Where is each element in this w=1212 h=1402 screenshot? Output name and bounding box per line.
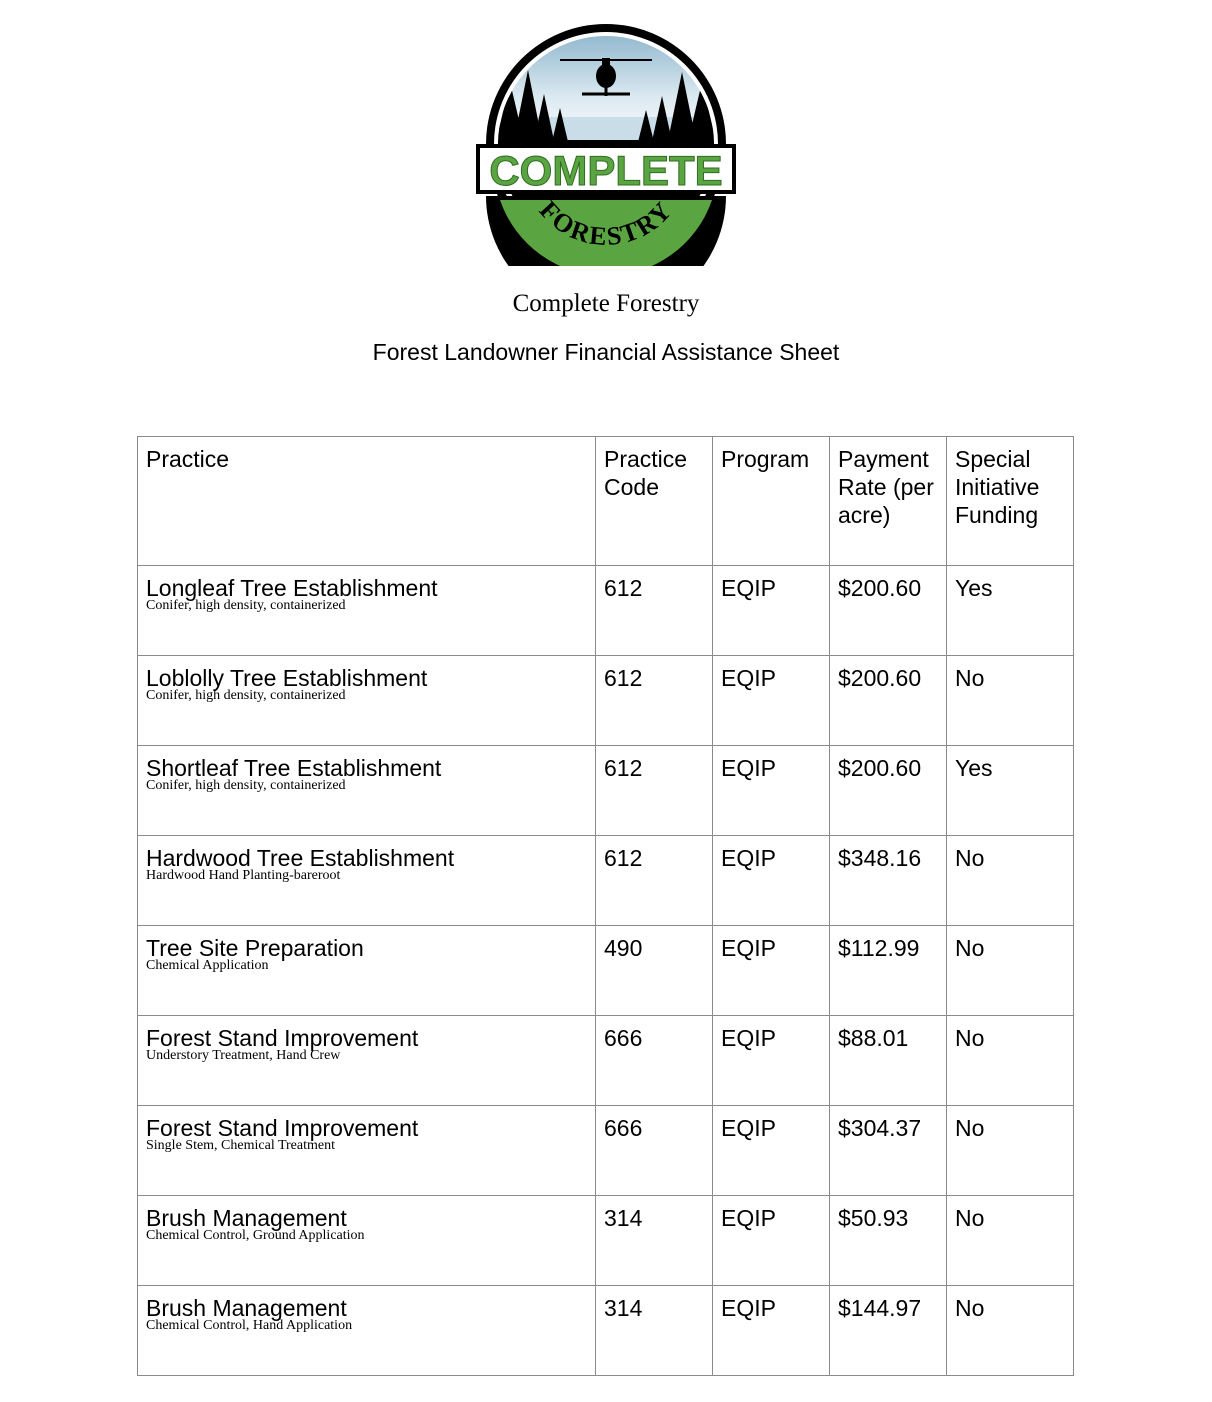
logo-top-text: COMPLETE xyxy=(489,147,723,194)
practice-detail: Single Stem, Chemical Treatment xyxy=(146,1138,335,1153)
practice-detail: Hardwood Hand Planting-bareroot xyxy=(146,868,341,883)
practices-table xyxy=(137,436,1074,1376)
table-row xyxy=(138,1106,1074,1196)
special-initiative-cell: No xyxy=(947,1106,1074,1196)
column-header-special-initiative: Special Initiative Funding xyxy=(947,437,1074,566)
practice-name: Forest Stand Improvement xyxy=(146,1115,419,1141)
program-cell: EQIP xyxy=(713,1286,830,1376)
practice-detail: Understory Treatment, Hand Crew xyxy=(146,1048,341,1063)
special-initiative-cell: No xyxy=(947,656,1074,746)
practice-cell xyxy=(138,1286,596,1376)
practice-detail: Conifer, high density, containerized xyxy=(146,778,346,793)
practice-code-cell: 612 xyxy=(596,656,713,746)
table-row xyxy=(138,566,1074,656)
payment-rate-cell: $200.60 xyxy=(830,566,947,656)
practice-code-cell: 666 xyxy=(596,1016,713,1106)
table-row xyxy=(138,1016,1074,1106)
complete-forestry-logo xyxy=(472,22,740,266)
payment-rate-cell: $88.01 xyxy=(830,1016,947,1106)
column-header-practice: Practice xyxy=(138,437,596,566)
program-cell: EQIP xyxy=(713,1016,830,1106)
payment-rate-cell: $304.37 xyxy=(830,1106,947,1196)
table-row xyxy=(138,836,1074,926)
special-initiative-cell: No xyxy=(947,1196,1074,1286)
practice-code-cell: 314 xyxy=(596,1286,713,1376)
practice-name: Hardwood Tree Establishment xyxy=(146,845,455,871)
practice-detail: Conifer, high density, containerized xyxy=(146,598,346,613)
program-cell: EQIP xyxy=(713,836,830,926)
practice-detail: Chemical Control, Ground Application xyxy=(146,1228,365,1243)
payment-rate-cell: $50.93 xyxy=(830,1196,947,1286)
table-row xyxy=(138,926,1074,1016)
practice-code-cell: 314 xyxy=(596,1196,713,1286)
program-cell: EQIP xyxy=(713,1106,830,1196)
practice-code-cell: 490 xyxy=(596,926,713,1016)
payment-rate-cell: $200.60 xyxy=(830,656,947,746)
practice-name: Longleaf Tree Establishment xyxy=(146,575,438,601)
payment-rate-cell: $144.97 xyxy=(830,1286,947,1376)
practice-cell xyxy=(138,1016,596,1106)
practice-code-cell: 612 xyxy=(596,746,713,836)
practice-name: Forest Stand Improvement xyxy=(146,1025,419,1051)
program-cell: EQIP xyxy=(713,746,830,836)
column-header-practice-code: Practice Code xyxy=(596,437,713,566)
practice-detail: Conifer, high density, containerized xyxy=(146,688,346,703)
special-initiative-cell: Yes xyxy=(947,746,1074,836)
practice-code-cell: 612 xyxy=(596,836,713,926)
table-row xyxy=(138,746,1074,836)
practice-code-cell: 612 xyxy=(596,566,713,656)
practice-name: Tree Site Preparation xyxy=(146,935,364,961)
practice-cell xyxy=(138,926,596,1016)
practice-cell xyxy=(138,746,596,836)
practice-cell xyxy=(138,656,596,746)
column-header-program: Program xyxy=(713,437,830,566)
table-row xyxy=(138,656,1074,746)
program-cell: EQIP xyxy=(713,656,830,746)
program-cell: EQIP xyxy=(713,566,830,656)
column-header-payment-rate: Payment Rate (per acre) xyxy=(830,437,947,566)
program-cell: EQIP xyxy=(713,1196,830,1286)
practice-detail: Chemical Application xyxy=(146,958,269,973)
practice-cell xyxy=(138,1196,596,1286)
special-initiative-cell: No xyxy=(947,836,1074,926)
payment-rate-cell: $348.16 xyxy=(830,836,947,926)
payment-rate-cell: $112.99 xyxy=(830,926,947,1016)
table-row xyxy=(138,1286,1074,1376)
document-title: Forest Landowner Financial Assistance Sheet xyxy=(372,339,840,365)
practice-name: Brush Management xyxy=(146,1295,347,1321)
header-row xyxy=(138,437,1074,566)
practice-detail: Chemical Control, Hand Application xyxy=(146,1318,353,1333)
practice-cell xyxy=(138,1106,596,1196)
table-row xyxy=(138,1196,1074,1286)
special-initiative-cell: Yes xyxy=(947,566,1074,656)
payment-rate-cell: $200.60 xyxy=(830,746,947,836)
practice-code-cell: 666 xyxy=(596,1106,713,1196)
organization-name: Complete Forestry xyxy=(512,290,700,317)
special-initiative-cell: No xyxy=(947,926,1074,1016)
logo-bottom-text: FORESTRY xyxy=(533,195,679,252)
practice-name: Loblolly Tree Establishment xyxy=(146,665,428,691)
program-cell: EQIP xyxy=(713,926,830,1016)
special-initiative-cell: No xyxy=(947,1016,1074,1106)
special-initiative-cell: No xyxy=(947,1286,1074,1376)
practice-cell xyxy=(138,566,596,656)
practice-name: Shortleaf Tree Establishment xyxy=(146,755,442,781)
practice-cell xyxy=(138,836,596,926)
practice-name: Brush Management xyxy=(146,1205,347,1231)
